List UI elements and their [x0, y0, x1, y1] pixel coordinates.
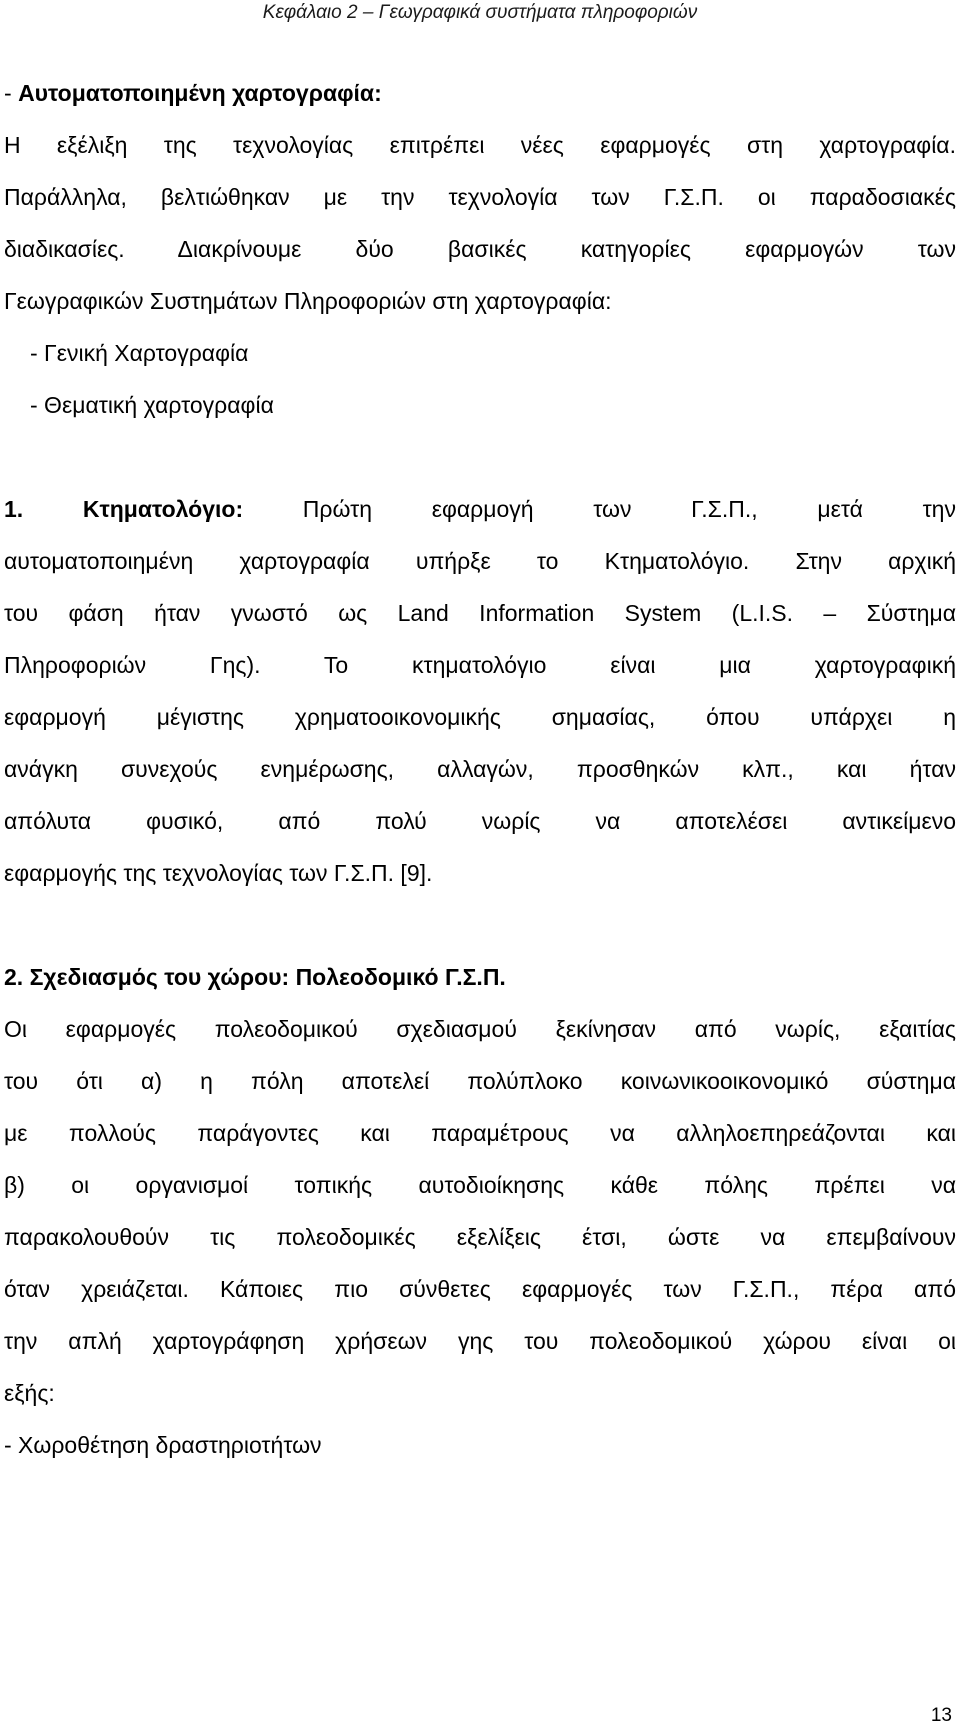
paragraph-line: εφαρμογής της τεχνολογίας των Γ.Σ.Π. [9]. [4, 860, 433, 886]
paragraph-line: παρακολουθούν τις πολεοδομικές εξελίξεις έτσι, ώστε να επεμβαίνουν [4, 1224, 956, 1250]
paragraph-line: διαδικασίες. Διακρίνουμε δύο βασικές κατηγορίες εφαρμογών των [4, 236, 956, 262]
list-item: - Χωροθέτηση δραστηριοτήτων [4, 1432, 322, 1458]
paragraph-line: β) οι οργανισμοί τοπικής αυτοδιοίκησης κάθε πόλης πρέπει να [4, 1172, 956, 1198]
paragraph-line: Γεωγραφικών Συστημάτων Πληροφοριών στη χαρτογραφία: [4, 288, 612, 314]
paragraph-line: του φάση ήταν γνωστό ως Land Information System (L.I.S. – Σύστημα [4, 600, 956, 626]
section-cadastre-first-line [4, 494, 956, 524]
paragraph-line: απόλυτα φυσικό, από πολύ νωρίς να αποτελέσει αντικείμενο [4, 808, 956, 834]
paragraph-line: Η εξέλιξη της τεχνολογίας επιτρέπει νέες εφαρμογές στη χαρτογραφία. [4, 132, 956, 158]
running-header: Κεφάλαιο 2 – Γεωγραφικά συστήματα πληροφοριών [262, 2, 698, 23]
inline-text: Πρώτη εφαρμογή των Γ.Σ.Π., μετά την [243, 496, 956, 522]
heading-text: Αυτοματοποιημένη χαρτογραφία: [18, 80, 382, 106]
paragraph-line: Οι εφαρμογές πολεοδομικού σχεδιασμού ξεκίνησαν από νωρίς, εξαιτίας [4, 1016, 956, 1042]
heading-text: 1. Κτηματολόγιο: [4, 496, 244, 522]
paragraph-line: εξής: [4, 1380, 55, 1406]
paragraph-line: του ότι α) η πόλη αποτελεί πολύπλοκο κοινωνικοοικονομικό σύστημα [4, 1068, 956, 1094]
paragraph-line: ανάγκη συνεχούς ενημέρωσης, αλλαγών, προσθηκών κλπ., και ήταν [4, 756, 956, 782]
list-item: - Γενική Χαρτογραφία [30, 340, 249, 366]
paragraph-line: εφαρμογή μέγιστης χρηματοοικονομικής σημασίας, όπου υπάρχει η [4, 704, 956, 730]
section-urban-heading: 2. Σχεδιασμός του χώρου: Πολεοδομικό Γ.Σ.Π. [4, 964, 506, 990]
list-item: - Θεματική χαρτογραφία [30, 392, 274, 418]
page-number: 13 [930, 1705, 952, 1726]
section-auto-heading [4, 78, 956, 108]
heading-dash: - [4, 80, 19, 106]
paragraph-line: με πολλούς παράγοντες και παραμέτρους να αλληλοεπηρεάζονται και [4, 1120, 956, 1146]
paragraph-line: την απλή χαρτογράφηση χρήσεων γης του πολεοδομικού χώρου είναι οι [4, 1328, 956, 1354]
paragraph-line: Πληροφοριών Γης). Το κτηματολόγιο είναι μια χαρτογραφική [4, 652, 956, 678]
paragraph-line: αυτοματοποιημένη χαρτογραφία υπήρξε το Κτηματολόγιο. Στην αρχική [4, 548, 956, 574]
paragraph-line: Παράλληλα, βελτιώθηκαν με την τεχνολογία των Γ.Σ.Π. οι παραδοσιακές [4, 184, 956, 210]
paragraph-line: όταν χρειάζεται. Κάποιες πιο σύνθετες εφαρμογές των Γ.Σ.Π., πέρα από [4, 1276, 956, 1302]
